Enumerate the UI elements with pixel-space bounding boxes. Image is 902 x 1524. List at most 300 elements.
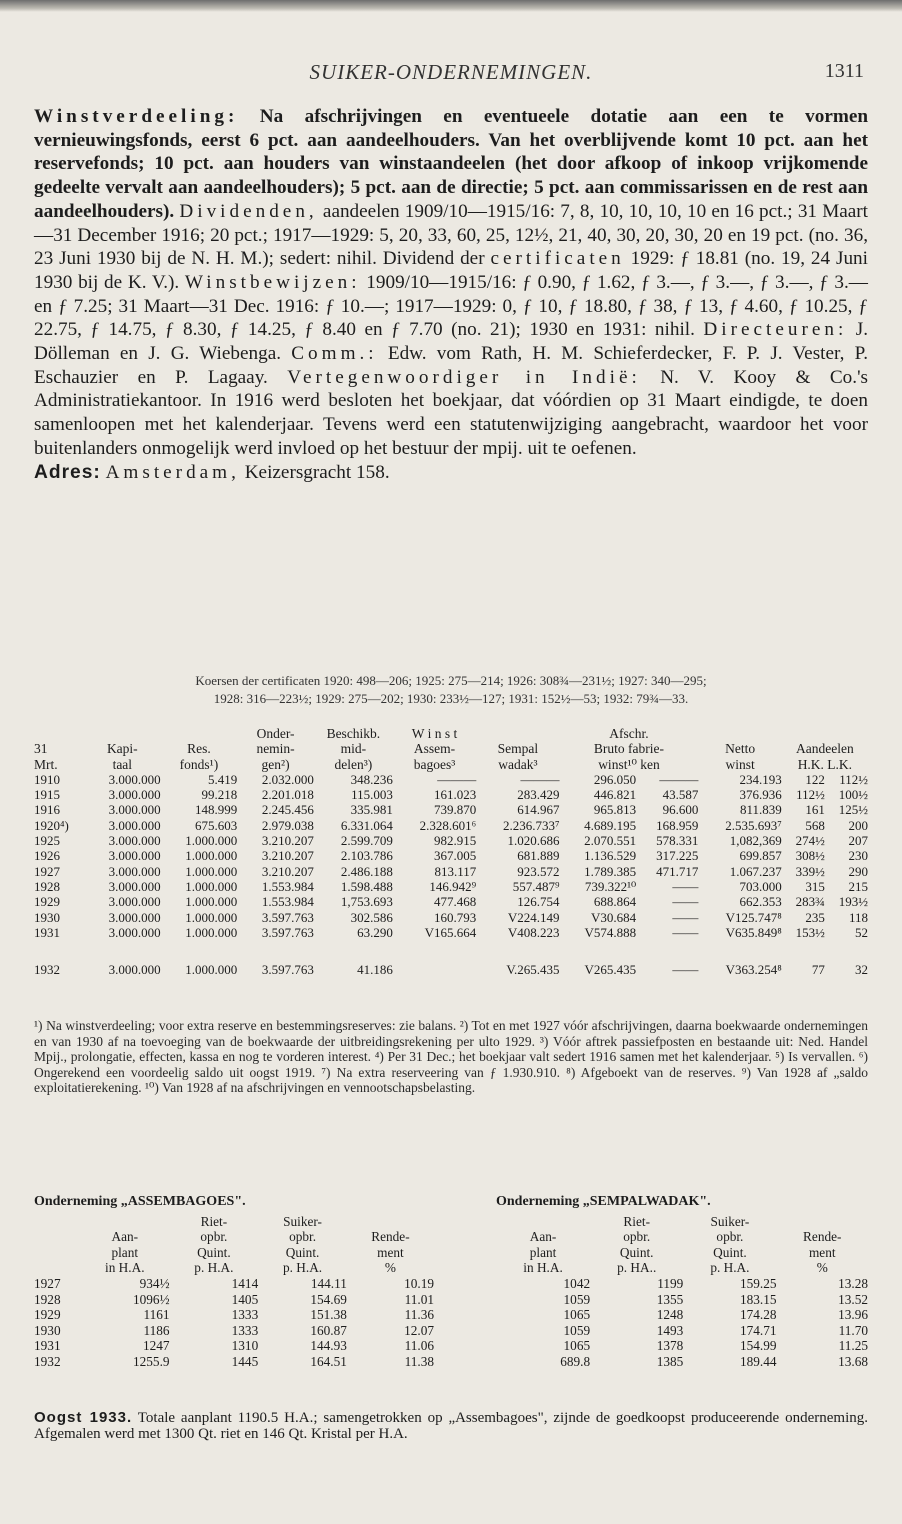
winstbewijzen-label: Winstbewijzen:	[184, 271, 361, 293]
dividend-cell: 5.419	[208, 771, 238, 787]
assembagoes-header-cell: p. H.A.	[194, 1260, 234, 1276]
sempalwadak-cell: 1378	[656, 1338, 684, 1354]
assembagoes-title: Onderneming „ASSEMBAGOES".	[34, 1194, 246, 1209]
dividend-header-row	[34, 726, 868, 741]
dividend-cell: 2.070.551	[584, 833, 637, 849]
dividend-cell: 3.210.207	[261, 833, 314, 849]
dividend-cell: 1915	[34, 787, 60, 803]
assembagoes-cell: 144.93	[310, 1338, 347, 1354]
dividend-cell: 1.000.000	[185, 894, 238, 910]
sempalwadak-cell: 174.28	[739, 1307, 777, 1323]
dividend-cell: 1925	[34, 833, 60, 849]
dividend-cell: 1926	[34, 848, 60, 864]
dividend-cell: 308½	[795, 848, 825, 864]
assembagoes-header-row	[34, 1245, 434, 1261]
assembagoes-header-cell	[34, 1260, 80, 1276]
dividend-cell: 302.586	[350, 909, 393, 925]
assembagoes-header-cell: Quint.	[197, 1244, 231, 1260]
directeuren-label: Directeuren:	[703, 319, 848, 341]
dividend-cell: 568	[805, 817, 825, 833]
assembagoes-cell: 10.19	[404, 1275, 434, 1291]
sempalwadak-cell: 159.25	[739, 1275, 777, 1291]
dividend-cell: 3.597.763	[261, 924, 314, 940]
dividend-cell: ——	[672, 894, 699, 910]
assembagoes-cell: 1931	[34, 1338, 61, 1354]
dividend-cell: 2.535.693⁷	[725, 817, 782, 833]
sempalwadak-header-cell: Quint.	[713, 1244, 747, 1260]
sempalwadak-cell: 1042	[563, 1275, 591, 1291]
dividend-cell: 1.000.000	[185, 863, 238, 879]
dividend-cell: 2.599.709	[340, 833, 393, 849]
commissarissen-text: Edw. vom Rath, H. M. Schieferdecker, F. P. J. Vester, P. Eschauzier en P. Lagaay.	[34, 343, 868, 388]
sempalwadak-row	[496, 1276, 868, 1292]
oogst-label: Oogst 1933.	[34, 1409, 133, 1426]
adres-label: Adres:	[34, 461, 101, 483]
assembagoes-header-cell: Quint.	[285, 1244, 320, 1260]
page-header	[0, 60, 902, 90]
dividend-cell: 1929	[34, 894, 60, 910]
dividend-cell: 160.793	[433, 909, 477, 925]
dividend-cell: 578.331	[656, 833, 699, 849]
dividend-cell: 3.210.207	[261, 863, 314, 879]
sempalwadak-cell: 189.44	[739, 1353, 777, 1369]
assembagoes-header-cell: in H.A.	[105, 1260, 145, 1276]
dividend-cell: 2.486.188	[340, 863, 393, 879]
dividend-table	[34, 726, 868, 977]
page-top-edge	[0, 0, 902, 12]
adres-city: Amsterdam,	[105, 461, 240, 483]
dividend-header-cell: Mrt.	[34, 756, 58, 772]
dividend-header-cell: Onder-	[256, 726, 295, 741]
dividend-cell: 118	[848, 909, 868, 925]
dividend-cell: 3.000.000	[108, 962, 161, 978]
dividend-cell: 3.000.000	[108, 924, 161, 940]
assembagoes-header-row	[34, 1214, 434, 1230]
dividend-cell: 3.000.000	[108, 817, 161, 833]
dividend-header-cell: Assem-	[413, 741, 456, 757]
oogst-text: Totale aanplant 1190.5 H.A.; samengetrokken op „Assembagoes", zijnde de goedkoopst produceerende onderneming. Afgemalen werd met 1300 Qt. riet en 146 Qt. Kristal per H.A.	[34, 1410, 868, 1442]
sempalwadak-header-cell: Quint.	[619, 1244, 654, 1260]
dividend-header-cell: gen²)	[261, 756, 290, 772]
dividend-cell: 1.000.000	[185, 878, 238, 894]
oogst-paragraph	[34, 1410, 868, 1442]
assembagoes-cell: 144.11	[310, 1275, 347, 1291]
dividend-cell: 148.999	[195, 802, 238, 818]
assembagoes-cell: 151.38	[310, 1307, 347, 1323]
dividend-cell: 4.689.195	[584, 817, 637, 833]
dividend-cell: 3.000.000	[108, 848, 161, 864]
dividend-row	[34, 848, 868, 863]
dividend-cell: 1928	[34, 878, 60, 894]
assembagoes-row	[34, 1276, 434, 1292]
assembagoes-cell: 1930	[34, 1322, 61, 1338]
dividend-cell: 335.981	[350, 802, 393, 818]
dividend-cell: 688.864	[593, 894, 637, 910]
dividend-header-cell	[34, 726, 84, 741]
sempalwadak-cell: 1248	[656, 1307, 684, 1323]
dividend-cell: 3.000.000	[108, 833, 161, 849]
dividend-cell: 339½	[795, 863, 825, 879]
dividend-cell: 207	[848, 833, 868, 849]
dividend-cell: 1,082,369	[729, 833, 782, 849]
dividend-cell: 52	[855, 924, 868, 940]
dividend-cell: 681.889	[517, 848, 560, 864]
dividend-cell: 41.186	[357, 962, 393, 978]
dividend-header-cell: delen³)	[334, 756, 373, 772]
sempalwadak-cell: 13.52	[838, 1291, 868, 1307]
dividend-row	[34, 879, 868, 894]
certificaten-text: 1929: ƒ 18.81 (no. 19, 24 Juni 1930 bij de K. V.).	[34, 248, 868, 293]
dividend-cell: 32	[855, 962, 868, 978]
dividend-cell: ——	[672, 878, 699, 894]
dividend-cell: 811.839	[739, 802, 782, 818]
sempalwadak-header-cell: p. HA..	[617, 1260, 657, 1276]
dividenden-text: aandeelen 1909/10—1915/16: 7, 8, 10, 10, 10, 10 en 16 pct.; 31 Maart—31 December 1916; 20 pct.; 1917—1929: 5, 20, 33, 60, 25, 12½, 21, 40, 30, 20, 30, 20 en 19 pct. (no. 36, 23 Juni 1930 bij de N. H. M.); sedert: nihil. Dividend der	[34, 200, 869, 270]
dividend-cell: V125.747⁸	[725, 909, 782, 925]
company-prose	[34, 105, 868, 484]
dividend-cell: 557.487⁹	[512, 878, 560, 894]
dividend-cell: 1.000.000	[185, 833, 238, 849]
dividend-cell: 1.000.000	[185, 909, 238, 925]
assembagoes-header-cell: ment	[377, 1244, 404, 1260]
assembagoes-row	[34, 1338, 434, 1354]
dividend-header-cell: Kapi-	[106, 741, 138, 757]
dividend-row	[34, 864, 868, 879]
directeuren-text: J. Dölleman en J. G. Wiebenga.	[34, 319, 869, 365]
winstbewijzen-text: 1909/10—1915/16: ƒ 0.90, ƒ 1.62, ƒ 3.—, ƒ 3.—, ƒ 3.—, ƒ 3.— en ƒ 7.25; 31 Maart—31 Dec. 1916: ƒ 10.—; 1917—1929: 0, ƒ 10, ƒ 18.80, ƒ 38, ƒ 13, ƒ 4.60, ƒ 10.25, ƒ 22.75, ƒ 14.75, ƒ 8.30, ƒ 14.25, ƒ 8.40 en ƒ 7.70 (no. 21); 1930 en 1931: nihil.	[34, 271, 868, 341]
sempalwadak-cell: 11.25	[838, 1338, 868, 1354]
dividend-header-cell: W i n s t	[411, 726, 458, 741]
sempalwadak-title-row	[496, 1194, 868, 1214]
dividend-cell: 122	[805, 771, 825, 787]
dividend-cell: 161	[805, 802, 825, 818]
sempalwadak-header-cell: %	[816, 1260, 828, 1276]
dividend-header-cell: fonds¹)	[179, 756, 219, 772]
assembagoes-header-row	[34, 1260, 434, 1276]
dividend-row	[34, 910, 868, 925]
assembagoes-cell: 160.87	[310, 1322, 347, 1338]
dividend-cell: V265.435	[584, 962, 637, 978]
assembagoes-cell: 934½	[139, 1275, 170, 1291]
vertegenwoordiger-text: N. V. Kooy & Co.'s Administratiekantoor. In 1916 werd besloten het boekjaar, dat vóórdien op 31 Maart eindigde, te doen samenloopen met het kalenderjaar. Tevens werd een statutenwijziging aangebracht, waardoor het voor buitenlanders onmogelijk werd invloed op het bestuur der mpij. uit te oefenen.	[34, 366, 868, 459]
assembagoes-cell: 1310	[231, 1338, 259, 1354]
dividend-cell: 477.468	[433, 894, 477, 910]
assembagoes-cell: 11.36	[404, 1307, 434, 1323]
dividend-cell: V408.223	[507, 924, 560, 940]
dividend-cell: 3.000.000	[108, 878, 161, 894]
assembagoes-cell: 164.51	[310, 1353, 347, 1369]
dividend-header-cell	[476, 726, 559, 741]
dividend-cell: 77	[811, 962, 825, 978]
sempalwadak-header-cell: p. H.A.	[710, 1260, 750, 1276]
assembagoes-row	[34, 1292, 434, 1308]
assembagoes-row	[34, 1354, 434, 1370]
dividend-cell: 2.328.601⁶	[419, 817, 477, 833]
dividend-cell: 982.915	[433, 833, 477, 849]
dividend-cell: 1932	[34, 962, 60, 978]
dividend-cell: 283.429	[517, 787, 560, 803]
dividend-cell: 112½	[839, 771, 868, 787]
assembagoes-header-cell: p. H.A.	[282, 1260, 323, 1276]
dividend-cell: 112½	[796, 787, 825, 803]
page-number: 1311	[824, 60, 864, 82]
dividend-header-cell: Aandeelen	[796, 741, 854, 757]
sempalwadak-header-cell: in H.A.	[523, 1260, 563, 1276]
dividend-header-row	[34, 741, 868, 756]
sempalwadak-header-cell: Riet-	[623, 1213, 650, 1229]
dividend-header-cell: H.K. L.K.	[797, 756, 853, 772]
dividend-cell: ———	[437, 771, 477, 787]
oogst-1933	[34, 1410, 868, 1442]
assembagoes-cell: 1932	[34, 1353, 61, 1369]
dividend-cell: 1.598.488	[340, 878, 393, 894]
dividend-header-cell: bagoes³	[413, 756, 456, 772]
sempalwadak-row	[496, 1354, 868, 1370]
assembagoes-header-cell: Aan-	[111, 1229, 139, 1245]
dividend-cell: 348.236	[350, 771, 393, 787]
dividend-cell: ——	[672, 924, 699, 940]
sempalwadak-cell: 183.15	[739, 1291, 777, 1307]
dividend-cell: V574.888	[584, 924, 637, 940]
assembagoes-cell: 1445	[231, 1353, 259, 1369]
assembagoes-header-cell: plant	[111, 1244, 139, 1260]
dividend-row	[34, 833, 868, 848]
dividend-header-cell: Bruto fabrie-	[593, 741, 665, 757]
dividend-cell: 1.020.686	[507, 833, 560, 849]
dividend-cell: 1.553.984	[261, 878, 314, 894]
sempalwadak-header-row	[496, 1245, 868, 1261]
dividend-cell: 1910	[34, 771, 60, 787]
dividend-cell: 1931	[34, 924, 60, 940]
dividend-cell: 739.870	[433, 802, 477, 818]
dividend-cell: 614.967	[517, 802, 560, 818]
dividend-cell: 125½	[838, 802, 868, 818]
assembagoes-cell: 1161	[143, 1307, 170, 1323]
dividend-header-cell: Res.	[187, 741, 211, 757]
dividend-row	[34, 925, 868, 940]
dividend-cell: 662.353	[739, 894, 782, 910]
dividend-cell: 3.000.000	[108, 863, 161, 879]
dividend-cell: 471.717	[656, 863, 699, 879]
dividend-cell: V363.254⁸	[725, 962, 782, 978]
sempalwadak-table	[496, 1194, 868, 1370]
dividend-cell: 3.000.000	[108, 909, 161, 925]
dividend-cell: 376.936	[739, 787, 782, 803]
dividend-cell: 965.813	[593, 802, 637, 818]
assembagoes-header-cell: %	[384, 1260, 396, 1276]
dividend-header-cell	[698, 726, 781, 741]
dividend-cell: 1.789.385	[584, 863, 637, 879]
prose-paragraph	[34, 105, 868, 461]
header-pad	[496, 1214, 590, 1230]
assembagoes-cell: 11.06	[404, 1338, 434, 1354]
dividend-header-cell: Afschr.	[609, 726, 649, 741]
dividend-cell: 161.023	[433, 787, 477, 803]
dividend-cell: 1,753.693	[340, 894, 393, 910]
sempalwadak-header-cell: plant	[529, 1244, 557, 1260]
dividend-header-cell: Netto	[725, 741, 756, 757]
dividend-cell: 234.193	[739, 771, 782, 787]
sempalwadak-header-row	[496, 1260, 868, 1276]
adres-street: Keizersgracht 158.	[244, 461, 390, 483]
footnotes	[34, 1018, 868, 1096]
assembagoes-cell: 1414	[231, 1275, 259, 1291]
dividend-cell: 215	[848, 878, 868, 894]
dividend-cell: 3.000.000	[108, 802, 161, 818]
dividend-row	[34, 772, 868, 787]
dividend-cell: 146.942⁹	[429, 878, 477, 894]
assembagoes-row	[34, 1323, 434, 1339]
assembagoes-table	[34, 1194, 434, 1370]
dividend-cell: 1.136.529	[584, 848, 637, 864]
dividend-cell: 1.553.984	[261, 894, 314, 910]
dividend-header-cell: taal	[112, 756, 133, 772]
dividend-cell: 115.003	[351, 787, 393, 803]
dividend-cell: 2.979.038	[261, 817, 314, 833]
assembagoes-cell: 1333	[231, 1322, 259, 1338]
dividend-cell: 3.000.000	[108, 787, 161, 803]
dividend-cell: V635.849⁸	[725, 924, 782, 940]
assembagoes-cell: 12.07	[404, 1322, 434, 1338]
sempalwadak-title: Onderneming „SEMPALWADAK".	[496, 1194, 711, 1209]
dividend-cell: 1.000.000	[185, 962, 238, 978]
koersen-certificaten	[34, 672, 868, 708]
koersen-line-1: Koersen der certificaten 1920: 498—206; 1925: 275—214; 1926: 308¾—231½; 1927: 340—295;	[195, 673, 707, 688]
sempalwadak-cell: 13.68	[838, 1353, 868, 1369]
dividend-cell: 200	[848, 817, 868, 833]
vertegenwoordiger-label: Vertegenwoordiger in Indië:	[287, 366, 641, 388]
dividend-row	[34, 787, 868, 802]
assembagoes-header-cell: Riet-	[200, 1213, 228, 1229]
sempalwadak-cell: 1065	[563, 1307, 591, 1323]
dividend-cell: 283¾	[795, 894, 825, 910]
sempalwadak-row	[496, 1338, 868, 1354]
dividend-header-cell	[782, 726, 868, 741]
dividend-cell: 99.218	[201, 787, 238, 803]
sempalwadak-header-cell: Aan-	[529, 1229, 557, 1245]
dividend-cell: 1.067.237	[729, 863, 782, 879]
assembagoes-row	[34, 1307, 434, 1323]
dividend-cell: V165.664	[424, 924, 477, 940]
dividend-cell: 2.245.456	[261, 802, 314, 818]
dividend-cell: 3.000.000	[108, 894, 161, 910]
assembagoes-cell: 1096½	[132, 1291, 170, 1307]
sempalwadak-row	[496, 1292, 868, 1308]
dividend-cell: 126.754	[517, 894, 560, 910]
sempalwadak-cell: 1059	[563, 1322, 591, 1338]
dividend-header-cell: Sempal	[497, 741, 539, 757]
dividend-cell: ——	[672, 909, 699, 925]
assembagoes-cell: 1255.9	[132, 1353, 170, 1369]
sempalwadak-header-cell: ment	[808, 1244, 836, 1260]
sempalwadak-cell: 13.28	[838, 1275, 868, 1291]
assembagoes-header-cell	[80, 1214, 170, 1230]
dividend-cell: 2.236.733⁷	[503, 817, 560, 833]
sempalwadak-header-cell: opbr.	[623, 1229, 651, 1245]
dividend-cell: 3.597.763	[261, 909, 314, 925]
dividend-cell: 235	[805, 909, 825, 925]
sempalwadak-cell: 1385	[656, 1353, 684, 1369]
adres-line	[34, 461, 868, 485]
dividend-cell: 446.821	[593, 787, 637, 803]
dividend-header-cell: mid-	[340, 741, 367, 757]
assembagoes-cell: 1333	[231, 1307, 259, 1323]
dividend-cell: 296.050	[593, 771, 637, 787]
table-spacer	[34, 940, 868, 962]
dividend-cell: V.265.435	[506, 962, 560, 978]
assembagoes-cell: 1928	[34, 1291, 61, 1307]
dividend-header-row	[34, 757, 868, 772]
dividend-row	[34, 962, 868, 977]
dividend-cell: 2.103.786	[340, 848, 393, 864]
assembagoes-cell: 154.69	[310, 1291, 347, 1307]
dividend-cell: 1920⁴)	[34, 817, 69, 833]
dividend-cell: 274½	[795, 833, 825, 849]
winstverdeeling-text: Na afschrijvingen en eventueele dotatie aan een te vormen vernieuwingsfonds, eerst 6 pct. aan aandeelhouders. Van het overblijvende komt 10 pct. aan het reservefonds; 10 pct. aan houders van winstaandeelen (het door afkoop of inkoop vrijkomende gedeelte vervalt aan aandeelhouders); 5 pct. aan de directie; 5 pct. aan commissarissen en de rest aan aandeelhouders).	[34, 106, 869, 222]
dividend-cell: 2.201.018	[261, 787, 314, 803]
dividend-cell: 813.117	[434, 863, 477, 879]
assembagoes-cell: 1927	[34, 1275, 61, 1291]
assembagoes-header-cell: opbr.	[289, 1229, 317, 1245]
assembagoes-header-cell	[34, 1214, 80, 1230]
dividend-header-cell: wadak³	[498, 756, 538, 772]
footnotes-text: ¹) Na winstverdeeling; voor extra reserve en bestemmingsreserves: zie balans. ²) Tot en met 1927 vóór afschrijvingen, daarna boekwaarde ondernemingen en van 1930 af na toevoeging van de boekwaarde der uitbreidingsrekening per ulto 1929. ³) Vóór aftrek passiefposten en bestaande uit: Ned. Handel Mpij., prolongatie, effecten, kassa en nog te vorderen interest. ⁴) Per 31 Dec.; het boekjaar valt sedert 1916 samen met het kalenderjaar. ⁵) Is vervallen. ⁶) Ongerekend een voordeelig saldo uit oogst 1919. ⁷) Na extra reserveering van ƒ 1.930.910. ⁸) Afgeboekt van de reserves. ⁹) Van 1928 af „saldo exploitatierekening. ¹⁰) Van 1928 af na afschrijvingen en vennootschapsbelasting.	[34, 1018, 868, 1095]
dividend-cell: 3.597.763	[261, 962, 314, 978]
dividend-cell: 923.572	[517, 863, 560, 879]
sempalwadak-cell: 1059	[563, 1291, 591, 1307]
dividend-cell: 96.600	[662, 802, 699, 818]
dividend-cell: 100½	[838, 787, 868, 803]
assembagoes-header-cell	[347, 1214, 434, 1230]
sempalwadak-cell: 689.8	[560, 1353, 591, 1369]
assembagoes-header-cell	[34, 1229, 80, 1245]
dividend-header-cell	[161, 726, 238, 741]
sempalwadak-row	[496, 1307, 868, 1323]
sempalwadak-cell: 1065	[563, 1338, 591, 1354]
dividend-header-cell: Beschikb.	[326, 726, 381, 741]
dividend-cell: 739.322¹⁰	[584, 878, 637, 894]
assembagoes-header-cell: Rende-	[371, 1229, 410, 1245]
assembagoes-cell: 11.01	[404, 1291, 434, 1307]
dividend-cell: 675.603	[195, 817, 238, 833]
dividend-cell: 703.000	[739, 878, 782, 894]
dividend-cell: 153½	[795, 924, 825, 940]
dividend-row	[34, 802, 868, 817]
sempalwadak-header-cell: Rende-	[803, 1229, 842, 1245]
assembagoes-cell: 11.38	[404, 1353, 434, 1369]
sempalwadak-cell: 13.96	[838, 1307, 868, 1323]
dividend-cell: 1916	[34, 802, 60, 818]
running-title: SUIKER-ONDERNEMINGEN.	[309, 60, 593, 84]
sempalwadak-cell: 1199	[657, 1275, 684, 1291]
winstverdeeling-label: Winstverdeeling:	[34, 106, 239, 127]
dividend-cell: 317.225	[656, 848, 699, 864]
dividend-cell: ———	[520, 771, 560, 787]
dividend-cell: 3.210.207	[261, 848, 314, 864]
dividend-cell: 1.000.000	[185, 924, 238, 940]
koersen-line-2: 1928: 316—223½; 1929: 275—202; 1930: 233½—127; 1931: 152½—53; 1932: 79¾—33.	[213, 691, 689, 706]
dividend-header-cell: nemin-	[256, 741, 295, 757]
dividend-cell: 699.857	[739, 848, 782, 864]
dividend-cell: 367.005	[433, 848, 477, 864]
dividenden-label: Dividenden,	[179, 200, 318, 222]
dividend-cell: 315	[805, 878, 825, 894]
dividend-cell: 6.331.064	[340, 817, 393, 833]
assembagoes-cell: 1405	[231, 1291, 259, 1307]
dividend-cell: 230	[848, 848, 868, 864]
certificaten-label: certificaten	[490, 248, 625, 270]
sempalwadak-cell: 154.99	[739, 1338, 777, 1354]
